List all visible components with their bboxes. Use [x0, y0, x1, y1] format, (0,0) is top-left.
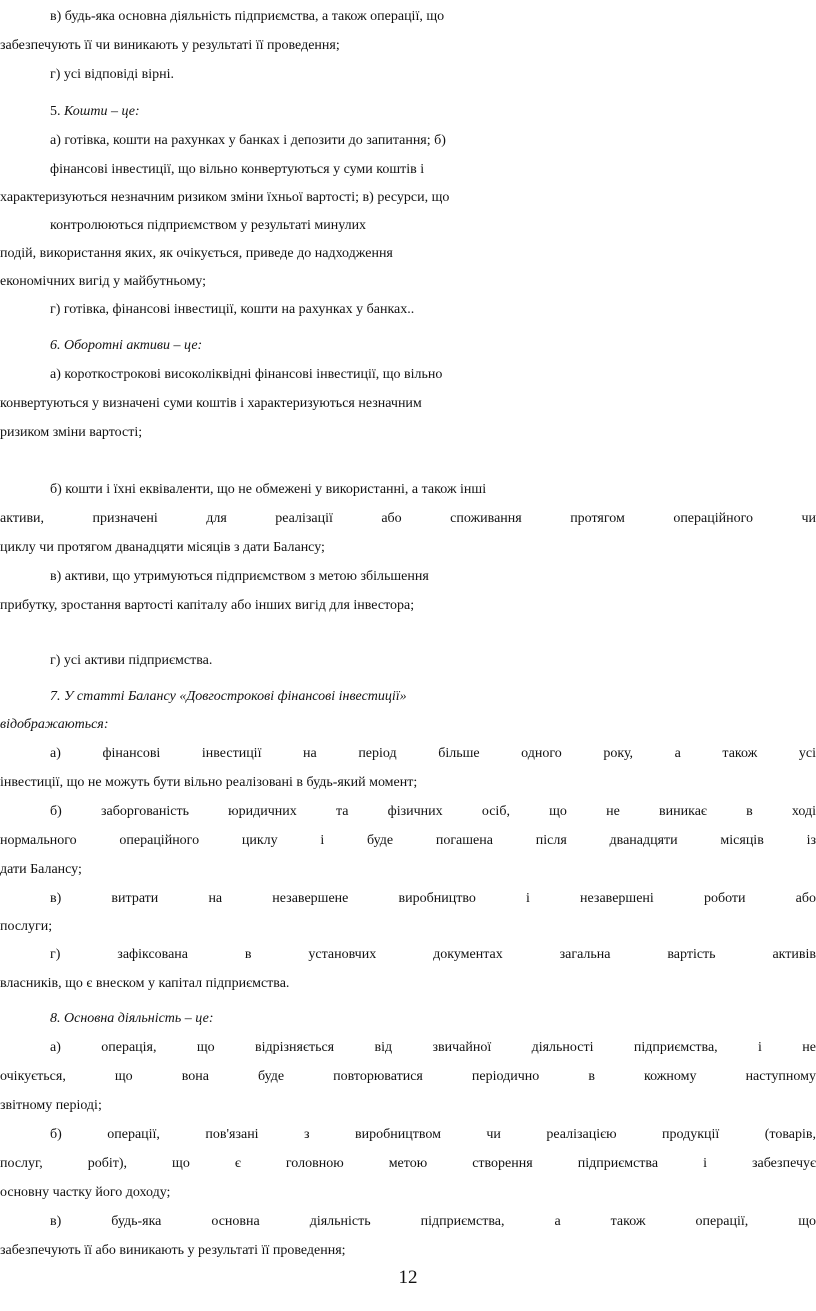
text-line-10: подій, використання яких, як очікується, приведе до надходження — [0, 246, 393, 261]
text-line-18: активи, призначені для реалізації або споживання протягом операційного чи — [0, 511, 816, 526]
text-line-28: нормального операційного циклу і буде погашена після дванадцяти місяців із — [0, 833, 816, 848]
text-line-36: очікується, що вона буде повторюватися періодично в кожному наступному — [0, 1069, 816, 1084]
text-line-21: прибутку, зростання вартості капіталу або інших вигід для інвестора; — [0, 598, 415, 613]
text-line-16: ризиком зміни вартості; — [0, 425, 143, 440]
text-line-19: циклу чи протягом дванадцяти місяців з дати Балансу; — [0, 540, 325, 555]
question-8-heading: 8. Основна діяльність – це: — [50, 1011, 214, 1026]
question-7-heading: 7. У статті Балансу «Довгострокові фінансові інвестиції» — [50, 689, 407, 704]
text-line-37: звітному періоді; — [0, 1098, 102, 1113]
text-line-41: в) будь-яка основна діяльність підприємства, а також операції, що — [50, 1214, 816, 1229]
text-line-17: б) кошти і їхні еквіваленти, що не обмежені у використанні, а також інші — [50, 482, 487, 497]
text-line-32: г) зафіксована в установчих документах загальна вартість активів — [50, 947, 816, 962]
text-line-30: в) витрати на незавершене виробництво і незавершені роботи або — [50, 891, 816, 906]
text-line-40: основну частку його доходу; — [0, 1185, 171, 1200]
question-5-number: 5. — [50, 104, 64, 119]
text-line-26: інвестиції, що не можуть бути вільно реалізовані в будь-який момент; — [0, 775, 418, 790]
text-line-42: забезпечують її або виникають у результаті її проведення; — [0, 1243, 346, 1258]
text-line-15: конвертуються у визначені суми коштів і характеризуються незначним — [0, 396, 422, 411]
text-line-8: характеризуються незначним ризиком зміни їхньої вартості; в) ресурси, що — [0, 190, 450, 205]
text-line-11: економічних вигід у майбутньому; — [0, 274, 207, 289]
text-line-1: в) будь-яка основна діяльність підприємства, а також операції, що — [50, 9, 445, 24]
text-line-29: дати Балансу; — [0, 862, 82, 877]
text-line-14: а) короткострокові високоліквідні фінансові інвестиції, що вільно — [50, 367, 443, 382]
text-line-2: забезпечують її чи виникають у результаті її проведення; — [0, 38, 340, 53]
text-line-39: послуг, робіт), що є головною метою створення підприємства і забезпечує — [0, 1156, 816, 1171]
question-6-heading: 6. Оборотні активи – це: — [50, 338, 203, 353]
text-line-35: а) операція, що відрізняється від звичайної діяльності підприємства, і не — [50, 1040, 816, 1055]
text-line-12: г) готівка, фінансові інвестиції, кошти на рахунках у банках.. — [50, 302, 415, 317]
text-line-25: а) фінансові інвестиції на період більше одного року, а також усі — [50, 746, 816, 761]
question-5-heading — [50, 97, 816, 126]
page-number: 12 — [398, 1267, 418, 1288]
text-line-3: г) усі відповіді вірні. — [50, 67, 175, 82]
question-7-heading-cont: відображаються: — [0, 717, 109, 732]
text-line-20: в) активи, що утримуються підприємством з метою збільшення — [50, 569, 429, 584]
text-line-6: а) готівка, кошти на рахунках у банках і депозити до запитання; б) — [50, 133, 446, 148]
text-line-22: г) усі активи підприємства. — [50, 653, 213, 668]
text-line-31: послуги; — [0, 919, 53, 934]
text-line-33: власників, що є внеском у капітал підприємства. — [0, 976, 290, 991]
text-line-27: б) заборгованість юридичних та фізичних осіб, що не виникає в ході — [50, 804, 816, 819]
text-line-9: контролюються підприємством у результаті минулих — [50, 218, 367, 233]
text-line-7: фінансові інвестиції, що вільно конвертуються у суми коштів і — [50, 162, 425, 177]
question-5-title: Кошти – це: — [64, 104, 140, 119]
text-line-38: б) операції, пов'язані з виробництвом чи реалізацією продукції (товарів, — [50, 1127, 816, 1142]
